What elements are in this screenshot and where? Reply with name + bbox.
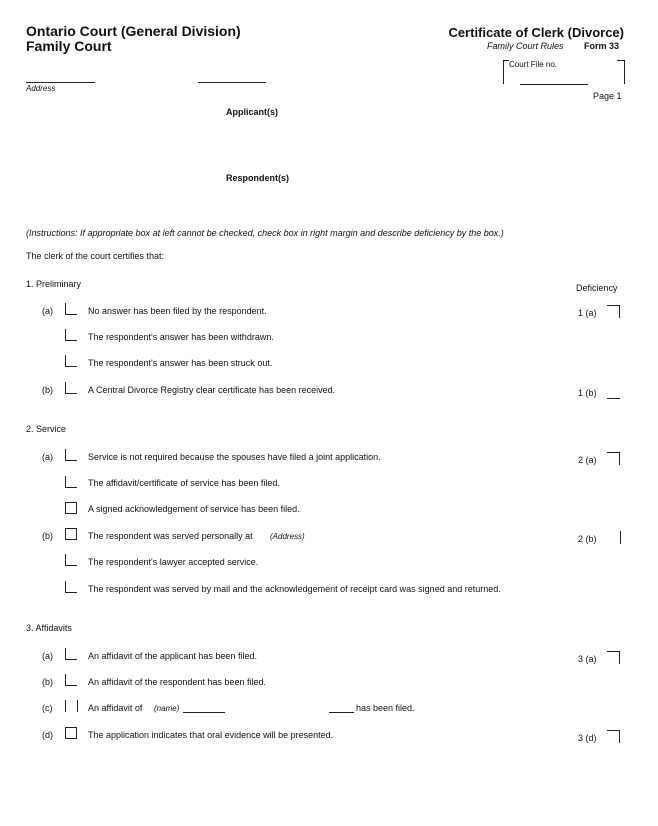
- form-number: Form 33: [584, 41, 620, 51]
- section-2-title: 2. Service: [26, 424, 67, 434]
- s3-d-text: The application indicates that oral evidence will be presented.: [88, 730, 334, 740]
- s1-a3-text: The respondent's answer has been struck out.: [88, 358, 273, 368]
- s3-c-name-note: (name): [154, 704, 180, 713]
- s1-b-def-checkbox[interactable]: [607, 398, 620, 399]
- deficiency-header: Deficiency: [576, 283, 618, 293]
- s1-b1-text: A Central Divorce Registry clear certificate has been received.: [88, 385, 336, 395]
- rules-label: Family Court Rules: [487, 41, 564, 51]
- s3-b-label: (b): [42, 677, 53, 687]
- s3-c-text-1: An affidavit of: [88, 703, 143, 713]
- s1-a1-checkbox[interactable]: [65, 303, 77, 315]
- form-title: Certificate of Clerk (Divorce): [448, 25, 624, 40]
- s3-d-label: (d): [42, 730, 53, 740]
- s1-b1-checkbox[interactable]: [65, 382, 77, 394]
- respondent-label: Respondent(s): [226, 173, 289, 183]
- s3-d-checkbox[interactable]: [65, 727, 77, 739]
- s3-c-name-line-1[interactable]: [183, 712, 225, 713]
- s3-a-def-label: 3 (a): [578, 654, 597, 664]
- address-label: Address: [26, 84, 56, 93]
- s2-a-def-label: 2 (a): [578, 455, 597, 465]
- court-file-box-left: [503, 60, 504, 84]
- s3-b-text: An affidavit of the respondent has been filed.: [88, 677, 266, 687]
- s1-a-label: (a): [42, 306, 53, 316]
- s2-b2-checkbox[interactable]: [65, 554, 77, 566]
- s3-d-def-label: 3 (d): [578, 733, 597, 743]
- s1-b-def-label: 1 (b): [578, 388, 597, 398]
- s1-a2-text: The respondent's answer has been withdrawn.: [88, 332, 274, 342]
- court-file-box-right: [624, 60, 625, 84]
- s1-a1-text: No answer has been filed by the respondent.: [88, 306, 267, 316]
- court-file-line[interactable]: [520, 84, 588, 85]
- page-number: Page 1: [593, 91, 622, 101]
- s3-c-checkbox-right[interactable]: [77, 700, 78, 712]
- s2-b-label: (b): [42, 531, 53, 541]
- s3-a-text: An affidavit of the applicant has been filed.: [88, 651, 257, 661]
- court-file-label: Court File no.: [509, 60, 558, 69]
- s2-a3-checkbox[interactable]: [65, 502, 77, 514]
- s3-c-label: (c): [42, 703, 53, 713]
- s1-a2-checkbox[interactable]: [65, 329, 77, 341]
- s3-c-text-2: has been filed.: [356, 703, 415, 713]
- s2-b3-checkbox[interactable]: [65, 581, 77, 593]
- s3-b-checkbox[interactable]: [65, 674, 77, 686]
- s2-b1-text: The respondent was served personally at: [88, 531, 253, 541]
- applicant-label: Applicant(s): [226, 107, 279, 117]
- s1-b-label: (b): [42, 385, 53, 395]
- s2-a1-checkbox[interactable]: [65, 449, 77, 461]
- instructions: (Instructions: If appropriate box at left cannot be checked, check box in right margin and describe deficiency by the box.): [26, 228, 504, 238]
- s3-a-def-checkbox[interactable]: [607, 651, 620, 664]
- s2-a-label: (a): [42, 452, 53, 462]
- s3-d-def-checkbox[interactable]: [607, 730, 620, 743]
- address-line-1[interactable]: [26, 82, 95, 83]
- section-3-title: 3. Affidavits: [26, 623, 72, 633]
- section-1-title: 1. Preliminary: [26, 279, 82, 289]
- s3-a-label: (a): [42, 651, 53, 661]
- s2-b1-checkbox[interactable]: [65, 528, 77, 540]
- address-line-2[interactable]: [198, 82, 266, 83]
- s2-a3-text: A signed acknowledgement of service has been filed.: [88, 504, 300, 514]
- s2-b-def-label: 2 (b): [578, 534, 597, 544]
- s1-a3-checkbox[interactable]: [65, 355, 77, 367]
- court-file-box-top-right: [617, 60, 625, 61]
- s2-b-def-checkbox[interactable]: [620, 531, 621, 544]
- s2-b2-text: The respondent's lawyer accepted service.: [88, 557, 259, 567]
- s2-a1-text: Service is not required because the spouses have filed a joint application.: [88, 452, 381, 462]
- court-branch: Family Court: [26, 38, 112, 54]
- s3-a-checkbox[interactable]: [65, 648, 77, 660]
- intro-text: The clerk of the court certifies that:: [26, 251, 165, 261]
- s2-b1-address-note: (Address): [270, 532, 305, 541]
- court-name: Ontario Court (General Division): [26, 23, 241, 39]
- s2-a2-checkbox[interactable]: [65, 476, 77, 488]
- s1-a-def-label: 1 (a): [578, 308, 597, 318]
- s2-a-def-checkbox[interactable]: [607, 452, 620, 465]
- s2-b3-text: The respondent was served by mail and the acknowledgement of receipt card was signed and returned.: [88, 584, 501, 594]
- s1-a-def-checkbox[interactable]: [607, 305, 620, 318]
- s2-a2-text: The affidavit/certificate of service has been filed.: [88, 478, 280, 488]
- s3-c-checkbox-left[interactable]: [65, 700, 66, 712]
- s3-c-name-line-2[interactable]: [329, 712, 354, 713]
